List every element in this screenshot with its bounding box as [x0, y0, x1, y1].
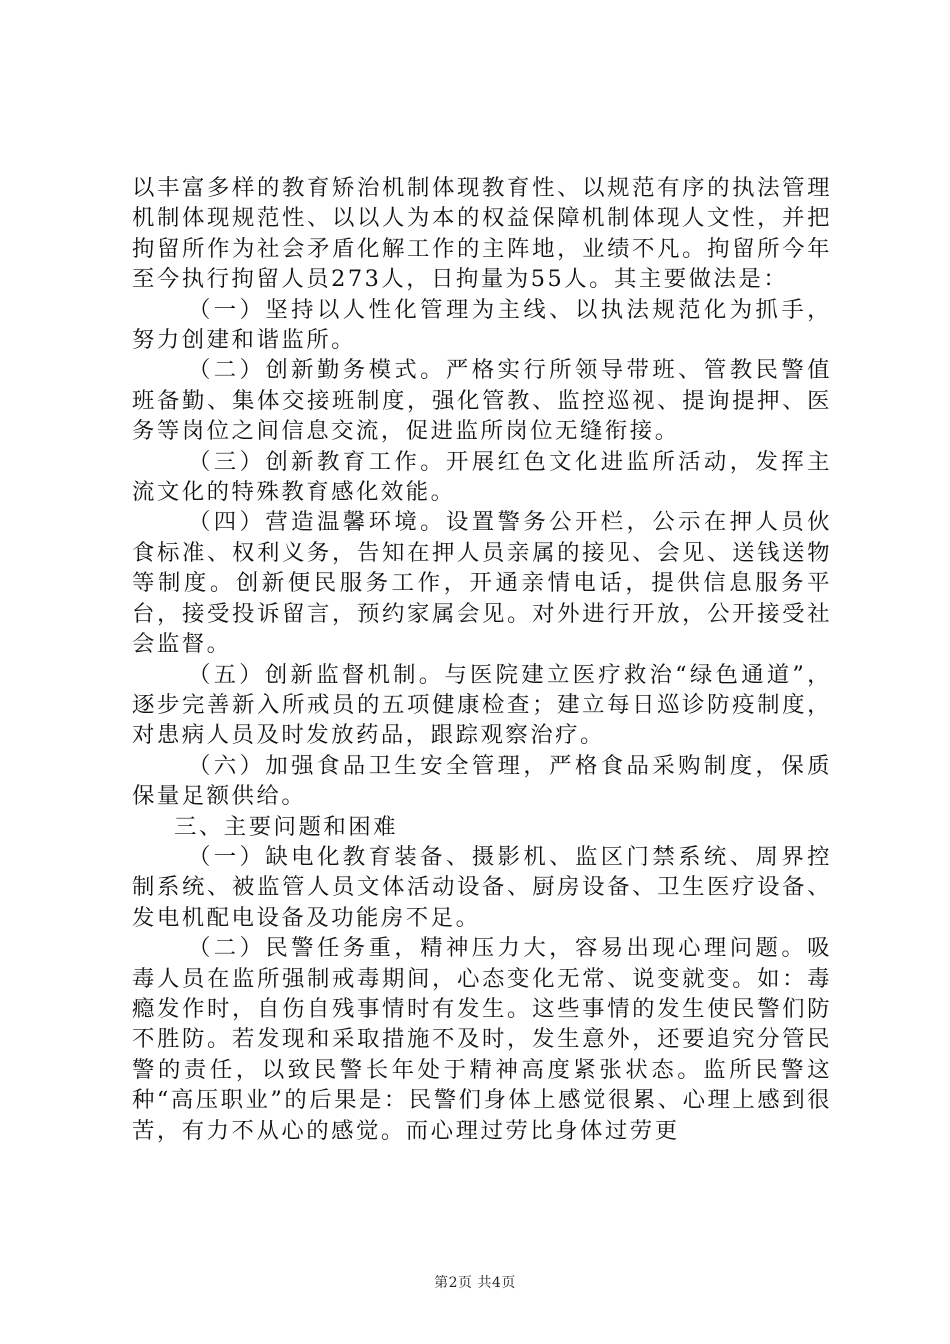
paragraph: （二）民警任务重，精神压力大，容易出现心理问题。吸毒人员在监所强制戒毒期间，心态变化无常、说变就变。如：毒瘾发作时，自伤自残事情时有发生。这些事情的发生使民警们防不胜防。若发现和采取措施不及时，发生意外，还要追究分管民警的责任，以致民警长年处于精神高度紧张状态。监所民警这种“高压职业”的后果是：民警们身体上感觉很累、心理上感到很苦，有力不从心的感觉。而心理过劳比身体过劳更: [132, 935, 832, 1144]
paragraph: 以丰富多样的教育矫治机制体现教育性、以规范有序的执法管理机制体现规范性、以以人为本的权益保障机制体现人文性，并把拘留所作为社会矛盾化解工作的主阵地，业绩不凡。拘留所今年至今执行拘留人员273人，日拘量为55人。其主要做法是：: [132, 175, 832, 293]
paragraph: （一）缺电化教育装备、摄影机、监区门禁系统、周界控制系统、被监管人员文体活动设备、厨房设备、卫生医疗设备、发电机配电设备及功能房不足。: [132, 843, 832, 931]
paragraph: （五）创新监督机制。与医院建立医疗救治“绿色通道”，逐步完善新入所戒员的五项健康检查；建立每日巡诊防疫制度，对患病人员及时发放药品，跟踪观察治疗。: [132, 661, 832, 749]
page-number-footer: 第2页 共4页: [434, 1275, 516, 1291]
section-heading: 三、主要问题和困难: [174, 813, 399, 840]
paragraph: （三）创新教育工作。开展红色文化进监所活动，发挥主流文化的特殊教育感化效能。: [132, 448, 832, 506]
document-body: [132, 173, 832, 1146]
paragraph: （四）营造温馨环境。设置警务公开栏，公示在押人员伙食标准、权利义务，告知在押人员亲属的接见、会见、送钱送物等制度。创新便民服务工作，开通亲情电话，提供信息服务平台，接受投诉留言，预约家属会见。对外进行开放，公开接受社会监督。: [132, 509, 832, 658]
paragraph: （六）加强食品卫生安全管理，严格食品采购制度，保质保量足额供给。: [132, 752, 832, 810]
paragraph: （二）创新勤务模式。严格实行所领导带班、管教民警值班备勤、集体交接班制度，强化管教、监控巡视、提询提押、医务等岗位之间信息交流，促进监所岗位无缝衔接。: [132, 357, 832, 445]
paragraph: （一）坚持以人性化管理为主线、以执法规范化为抓手，努力创建和谐监所。: [132, 296, 832, 354]
